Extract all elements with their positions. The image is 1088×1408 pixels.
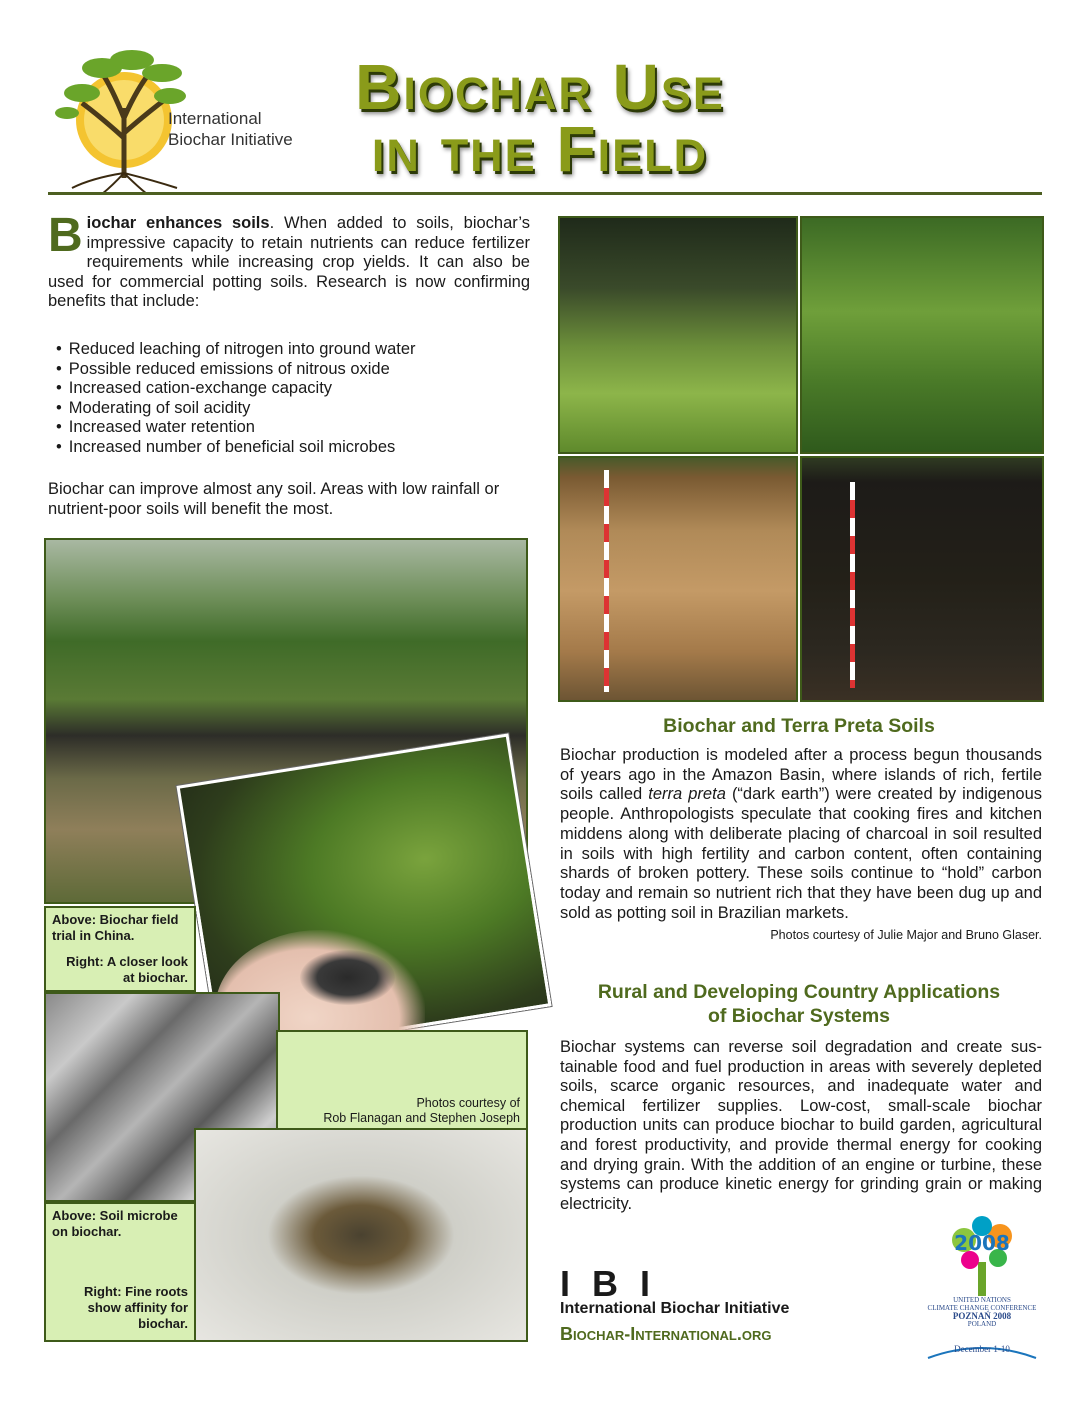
cop-year: 2008 <box>954 1231 1010 1255</box>
measuring-stick <box>850 482 855 688</box>
cop-line3: POZNAŃ 2008 <box>952 1311 1012 1321</box>
heading-line1: Rural and Developing Country Applications <box>597 981 1001 1003</box>
caption-above: Above: Soil microbe on biochar. <box>52 1208 178 1239</box>
intro-outro: Biochar can improve almost any soil. Areas with low rainfall or nutrient-poor soils will benefit the most. <box>48 480 500 518</box>
cop-line2: CLIMATE CHANGE CONFERENCE <box>927 1304 1037 1312</box>
list-item: • Reduced leaching of nitrogen into ground water <box>56 340 526 360</box>
title-line1: Biochar Use <box>355 51 725 123</box>
credit-line2: Rob Flanagan and Stephen Joseph <box>323 1111 520 1125</box>
list-item: • Increased number of beneficial soil microbes <box>56 438 526 458</box>
heading-line2: of Biochar Systems <box>707 1005 891 1027</box>
benefits-list <box>56 340 526 458</box>
tree-icon <box>952 1216 1012 1296</box>
org-name: International Biochar Initiative <box>560 1300 790 1317</box>
credit-line1: Photos courtesy of <box>416 1096 520 1110</box>
intro-paragraph <box>48 209 530 312</box>
list-item: • Moderating of soil acidity <box>56 399 526 419</box>
rural-paragraph: Biochar systems can reverse soil degradation and create sustainable food and fuel production in areas with severely depleted soils, scarce organic resources, and inadequate water and chemical fertilizer supplies. Low-cost, small-scale biochar production units can produce biochar to build garden, agricultural and forest productivity, and provide thermal energy for cooking and drying grain. With the addition of an engine or turbine, these systems can produce kinetic energy for grinding grain or making electricity. <box>560 1038 1042 1213</box>
measuring-stick <box>604 470 609 692</box>
cop-text <box>920 1296 1044 1328</box>
intro-text: . When added to soils, biochar’s impressive capacity to retain nutrients can reduce fertilizer requirements while increasing crop yields. It can also be used for commercial potting soils. Research is now confirming benefits that include: <box>48 214 530 310</box>
photo-corn-field <box>800 216 1044 454</box>
caption-above: Above: Biochar field trial in China. <box>52 912 179 943</box>
heading-rural <box>556 980 1042 1028</box>
cop14-logo <box>920 1212 1044 1362</box>
terra-preta-paragraph <box>560 746 1042 946</box>
terra-italic: terra preta <box>648 785 726 804</box>
logo-line2: Biochar Initiative <box>168 130 293 149</box>
org-url[interactable]: Biochar-International.org <box>560 1324 772 1344</box>
photo-bamboo-field <box>558 216 798 454</box>
logo-text <box>168 108 293 150</box>
photo-fine-roots <box>194 1128 528 1342</box>
cop-date: December 1-10 <box>954 1344 1010 1354</box>
list-item: • Increased water retention <box>56 418 526 438</box>
caption-field-trial <box>44 906 196 992</box>
caption-microbe <box>44 1202 196 1342</box>
photo-credit <box>276 1096 520 1126</box>
logo-line1: International <box>168 109 262 128</box>
header-rule <box>48 192 1042 195</box>
terra-photo-credit: Photos courtesy of Julie Major and Bruno Glaser. <box>770 928 1042 943</box>
list-item: • Possible reduced emissions of nitrous oxide <box>56 360 526 380</box>
page-title <box>300 51 780 185</box>
heading-terra-preta: Biochar and Terra Preta Soils <box>663 715 935 737</box>
cop-line1: UNITED NATIONS <box>953 1296 1011 1304</box>
caption-right: Right: Fine roots show affinity for biochar. <box>84 1284 188 1331</box>
photo-biochar-handful <box>300 950 395 1005</box>
caption-right: Right: A closer look at biochar. <box>66 954 188 985</box>
terra-text-a: Biochar production is modeled after a process begun thousands of years ago in the Amazon Basin, where islands of rich, fertile soils called <box>560 746 1042 804</box>
ibi-wordmark: IBI <box>560 1263 673 1304</box>
photo-soil-profile-light <box>558 456 798 702</box>
intro-lead: iochar enhances soils <box>86 214 270 232</box>
drop-cap: B <box>48 209 83 262</box>
photo-soil-profile-dark <box>800 456 1044 702</box>
title-line2: in the Field <box>371 113 709 185</box>
cop-line4: POLAND <box>967 1320 997 1328</box>
list-item: • Increased cation-exchange capacity <box>56 379 526 399</box>
terra-text-b: (“dark earth”) were created by indigenous people. Anthropologists speculate that cooking fires and kitchen middens along with deliberate placing of charcoal in soil resulted in soils with high fertility and carbon content, often containing shards of broken pottery. These soils continue to “hold” carbon today and remain so nutrient rich that they have been dug up and sold as potting soil in Brazilian markets. <box>560 785 1043 922</box>
